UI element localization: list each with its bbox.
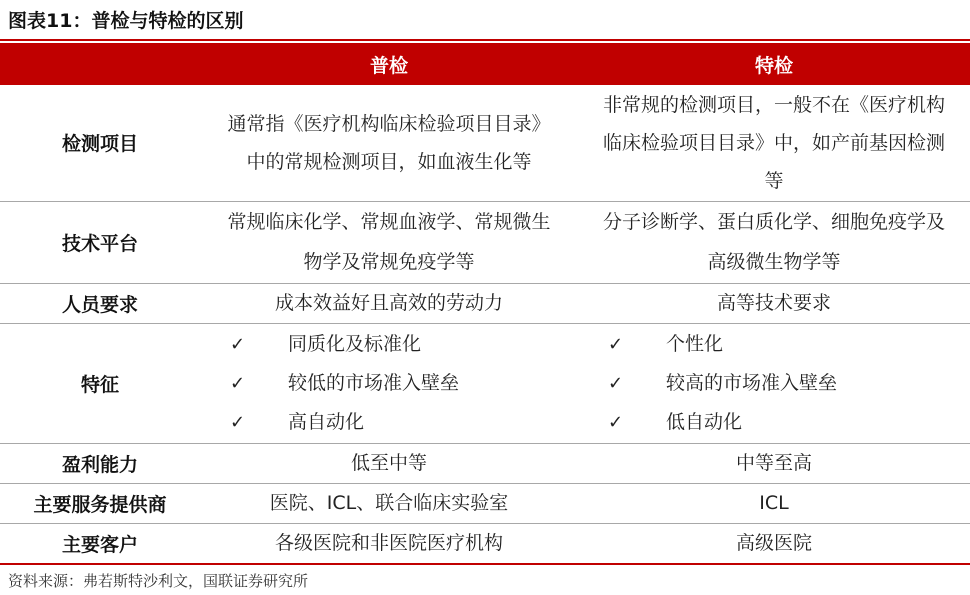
feature-text: 高自动化 xyxy=(288,410,365,433)
table-row-customers xyxy=(0,523,970,564)
checkmark-icon: ✓ xyxy=(230,333,246,355)
title-divider xyxy=(0,39,970,41)
cell-general: 成本效益好且高效的劳动力 xyxy=(274,292,503,314)
cell-general xyxy=(200,201,578,283)
cell-text: 通常指《医疗机构临床检验项目目录》中的常规检测项目，如血液生化等 xyxy=(227,112,551,173)
table-row-platform xyxy=(0,201,970,283)
cell-special: ICL xyxy=(759,492,789,514)
figure-title: 图表11：普检与特检的区别 xyxy=(8,10,244,32)
cell-general: 低至中等 xyxy=(350,452,427,474)
cell-special xyxy=(578,323,970,443)
feature-text: 个性化 xyxy=(666,332,724,355)
feature-text: 较低的市场准入壁垒 xyxy=(288,371,460,394)
table-row-features xyxy=(0,323,970,443)
cell-text: 常规临床化学、常规血液学、常规微生物学及常规免疫学等 xyxy=(227,211,551,273)
header-blank xyxy=(0,43,200,85)
cell-general xyxy=(200,85,578,201)
checkmark-icon: ✓ xyxy=(608,411,624,433)
cell-general: 医院、ICL、联合临床实验室 xyxy=(269,492,509,514)
list-item xyxy=(578,325,970,364)
checkmark-icon: ✓ xyxy=(230,411,246,433)
header-row xyxy=(0,43,970,85)
source-note: 资料来源：弗若斯特沙利文，国联证券研究所 xyxy=(8,572,309,590)
header-special: 特检 xyxy=(578,43,970,85)
cell-general: 各级医院和非医院医疗机构 xyxy=(274,532,503,555)
feature-text: 低自动化 xyxy=(666,410,743,433)
feature-text: 较高的市场准入壁垒 xyxy=(666,371,838,394)
row-label: 主要服务提供商 xyxy=(33,493,167,516)
list-item xyxy=(200,403,578,442)
cell-special: 中等至高 xyxy=(735,452,812,474)
list-item xyxy=(200,325,578,364)
feature-list xyxy=(578,325,970,442)
header-general: 普检 xyxy=(200,43,578,85)
checkmark-icon: ✓ xyxy=(230,372,246,394)
list-item xyxy=(200,364,578,403)
row-label: 主要客户 xyxy=(61,533,138,556)
row-label: 人员要求 xyxy=(61,293,138,316)
row-label: 盈利能力 xyxy=(61,453,138,476)
feature-list xyxy=(200,325,578,442)
cell-special xyxy=(578,85,970,201)
table-row-profit xyxy=(0,443,970,483)
cell-special: 高等技术要求 xyxy=(716,292,831,314)
cell-special: 高级医院 xyxy=(735,532,812,555)
row-label: 特征 xyxy=(80,373,119,396)
table-row-items xyxy=(0,85,970,201)
cell-text: 非常规的检测项目，一般不在《医疗机构临床检验项目目录》中，如产前基因检测等 xyxy=(602,93,945,192)
list-item xyxy=(578,403,970,442)
table-row-providers xyxy=(0,483,970,523)
list-item xyxy=(578,364,970,403)
cell-text: 分子诊断学、蛋白质化学、细胞免疫学及高级微生物学等 xyxy=(602,211,945,273)
cell-special xyxy=(578,201,970,283)
row-label: 技术平台 xyxy=(61,232,138,255)
feature-text: 同质化及标准化 xyxy=(288,332,422,355)
cell-general xyxy=(200,323,578,443)
checkmark-icon: ✓ xyxy=(608,372,624,394)
table-row-staff xyxy=(0,283,970,323)
row-label: 检测项目 xyxy=(61,133,138,156)
comparison-table xyxy=(0,43,970,565)
checkmark-icon: ✓ xyxy=(608,333,624,355)
